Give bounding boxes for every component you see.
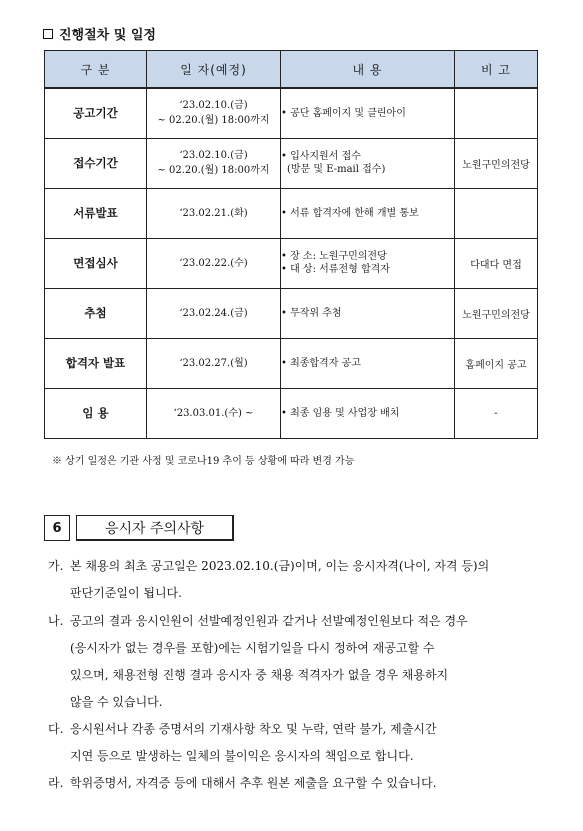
row-content [281,188,455,238]
row-category: 면접심사 [45,238,147,288]
date-line: ~ 02.20.(월) 18:00까지 [157,165,270,176]
notice-text: 공고의 결과 응시인원이 선발예정인원과 같거나 선발예정인원보다 적은 경우 [70,614,468,628]
notice-mark: 라. [48,776,64,790]
notice-item-ga [48,553,548,607]
row-date [147,88,281,138]
schedule-footnote: ※ 상기 일정은 기관 사정 및 코로나19 추이 등 상황에 따라 변경 가능 [52,456,355,467]
row-note [455,88,538,138]
section-number: 6 [44,515,70,541]
content-line: • 장 소: 노원구민의전당 [281,251,387,262]
header-content: 내 용 [281,51,455,89]
content-line: • 공단 홈페이지 및 클린아이 [281,107,406,119]
content-line: • 무작위 추첨 [281,307,342,319]
notice-line [48,608,548,635]
date-line: ‘23.02.22.(수) [179,257,248,269]
row-content [281,88,455,138]
notice-item-ra [48,770,548,797]
row-content [281,138,455,188]
row-content [281,388,455,438]
notice-line: (응시자가 없는 경우를 포함)에는 시험기일을 다시 정하여 재공고할 수 [70,641,435,655]
header-date: 일 자(예정) [147,51,281,89]
date-line: ‘23.03.01.(수) ~ [173,407,254,419]
notice-text: 본 채용의 최초 공고일은 2023.02.10.(금)이며, 이는 응시자격(나이, 자격 등)의 [70,559,490,573]
notice-text: 학위증명서, 자격증 등에 대해서 추후 원본 제출을 요구할 수 있습니다. [70,776,437,790]
row-category: 접수기간 [45,138,147,188]
row-date [147,388,281,438]
row-category: 서류발표 [45,188,147,238]
row-content [281,338,455,388]
date-line: ‘23.02.10.(금) [179,150,248,161]
header-note: 비 고 [455,51,538,89]
notice-line: 판단기준일이 됩니다. [70,586,182,600]
row-note: - [455,388,538,438]
row-note: 홈페이지 공고 [455,338,538,388]
notice-mark: 나. [48,614,64,628]
schedule-table [44,50,538,439]
content-line: • 최종합격자 공고 [281,357,361,369]
row-date [147,288,281,338]
date-line: ‘23.02.21.(화) [179,207,248,219]
date-line: ~ 02.20.(월) 18:00까지 [157,115,270,127]
date-line: ‘23.02.27.(월) [179,357,248,369]
notice-line [48,770,548,797]
table-row [45,88,538,138]
notice-mark: 다. [48,722,64,736]
row-content [281,238,455,288]
table-row [45,288,538,338]
row-note [455,188,538,238]
notice-item-na [48,608,548,716]
notice-text: 응시원서나 각종 증명서의 기재사항 착오 및 누락, 연락 불가, 제출시간 [70,722,437,736]
content-line: • 대 상: 서류전형 합격자 [281,264,390,275]
row-date [147,188,281,238]
row-content [281,288,455,338]
section-title [43,24,156,43]
notice-line [48,716,548,743]
table-row [45,188,538,238]
header-category: 구 분 [45,51,147,89]
row-category: 추첨 [45,288,147,338]
table-row [45,238,538,288]
row-note: 노원구민의전당 [455,138,538,188]
row-category: 합격자 발표 [45,338,147,388]
section-title-text: 진행절차 및 일정 [59,28,156,43]
table-row [45,338,538,388]
notice-line: 않을 수 있습니다. [70,695,163,709]
row-date [147,138,281,188]
content-line: • 입사지원서 접수 [281,151,361,162]
notice-line: 있으며, 채용전형 진행 결과 응시자 중 채용 적격자가 없을 경우 채용하지 [70,668,449,682]
notice-mark: 가. [48,559,64,573]
notice-item-da [48,716,548,770]
content-line: (방문 및 E-mail 접수) [287,164,386,175]
row-date [147,338,281,388]
checkbox-square-icon [43,29,53,39]
date-line: ‘23.02.24.(금) [179,307,248,319]
table-row [45,388,538,438]
row-category: 임 용 [45,388,147,438]
notice-line [48,553,548,580]
row-date [147,238,281,288]
section-heading: 응시자 주의사항 [76,515,234,541]
section6-header [44,515,234,541]
row-category: 공고기간 [45,88,147,138]
row-note: 노원구민의전당 [455,288,538,338]
date-line: ‘23.02.10.(금) [179,100,248,112]
row-note: 다대다 면접 [455,238,538,288]
table-header-row [45,51,538,89]
content-line: • 서류 합격자에 한해 개별 통보 [281,207,419,219]
table-row [45,138,538,188]
notice-line: 지연 등으로 발생하는 일체의 불이익은 응시자의 책임으로 합니다. [70,749,414,763]
content-line: • 최종 임용 및 사업장 배치 [281,407,400,419]
